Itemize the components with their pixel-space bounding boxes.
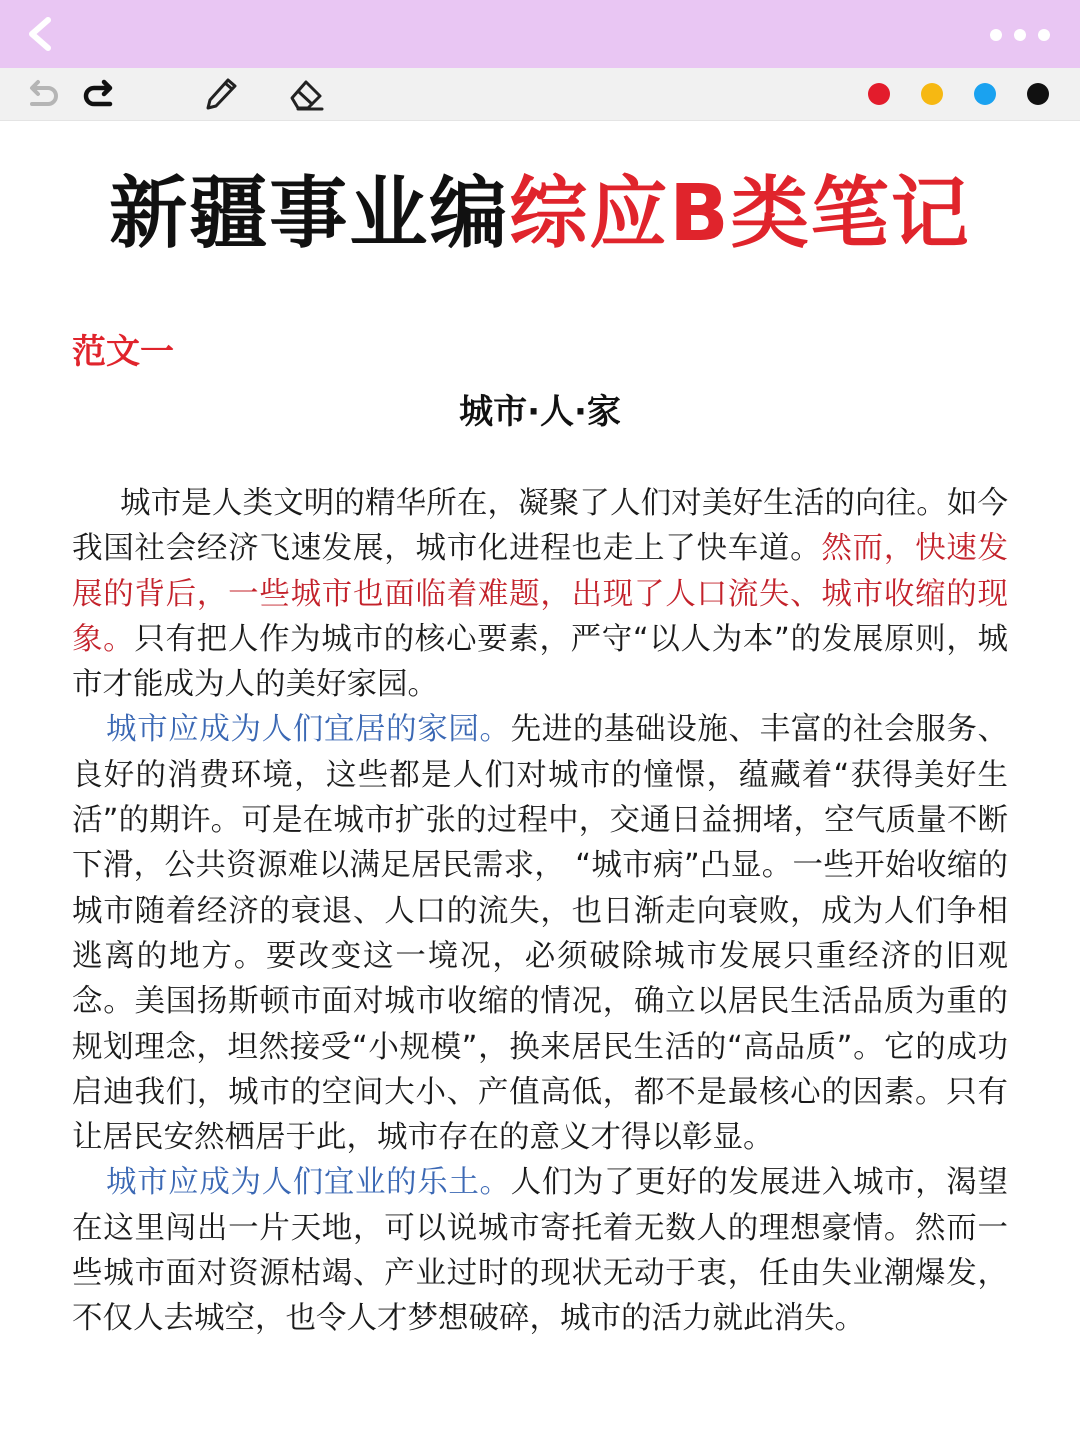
title-part-black: 新疆事业编 <box>109 169 510 259</box>
paragraph-livable <box>72 707 1008 1160</box>
page-title <box>0 168 1080 260</box>
text-span: 人们为了更好的发展进入城市，渴望在这里闯出一片天地，可以说城市寄托着无数人的理想豪情。然而一些城市面对资源枯竭、产业过时的现状无动于衷，任由失业潮爆发，不仅人去城空，也令人才梦想破碎，城市的活力就此消失。 <box>72 1165 1008 1337</box>
color-black-swatch[interactable] <box>1027 83 1049 105</box>
chevron-left-icon[interactable] <box>22 14 58 54</box>
section-label: 范文一 <box>72 332 174 372</box>
paragraph-intro <box>72 481 1008 707</box>
essay-body <box>72 481 1008 1342</box>
highlight-blue-heading: 城市应成为人们宜业的乐土。 <box>106 1165 511 1201</box>
essay-title: 城市·人·家 <box>459 392 621 432</box>
text-span: 只有把人作为城市的核心要素，严守“以人为本”的发展原则，城市才能成为人的美好家园。 <box>72 621 1008 703</box>
color-blue-swatch[interactable] <box>974 83 996 105</box>
text-span: 先进的基础设施、丰富的社会服务、良好的消费环境，这些都是人们对城市的憧憬，蕴藏着“获得美好生活”的期许。可是在城市扩张的过程中，交通日益拥堵，空气质量不断下滑，公共资源难以满足居民需求， “城市病”凸显。一些开始收缩的城市随着经济的衰退、人口的流失，也日渐走向衰败，成为人们争相逃离的地方。要改变这一境况，必须破除城市发展只重经济的旧观念。美国扬斯顿市面对城市收缩的情况，确立以居民生活品质为重的规划理念，坦然接受“小规模”，换来居民生活的“高品质”。它的成功启迪我们，城市的空间大小、产值高低，都不是最核心的因素。只有让居民安然栖居于此，城市存在的意义才得以彰显。 <box>72 712 1008 1156</box>
paragraph-work <box>72 1160 1008 1341</box>
highlight-red-text: 然而，快速发展的背后，一些城市也面临着难题，出现了人口流失、城市收缩的现象。 <box>72 531 1009 657</box>
undo-icon[interactable] <box>22 76 62 112</box>
more-dots-icon[interactable] <box>988 26 1052 44</box>
app-header <box>0 0 1080 68</box>
highlight-blue-heading: 城市应成为人们宜居的家园。 <box>106 712 511 748</box>
text-span: 城市是人类文明的精华所在，凝聚了人们对美好生活的向往。如今我国社会经济飞速发展，城市化进程也走上了快车道。 <box>72 486 1008 567</box>
pencil-icon[interactable] <box>200 76 240 112</box>
redo-icon[interactable] <box>80 76 120 112</box>
eraser-icon[interactable] <box>286 76 326 112</box>
title-part-red: 综应B类笔记 <box>509 169 971 259</box>
drawing-toolbar <box>0 68 1080 121</box>
color-yellow-swatch[interactable] <box>921 83 943 105</box>
color-red-swatch[interactable] <box>868 83 890 105</box>
